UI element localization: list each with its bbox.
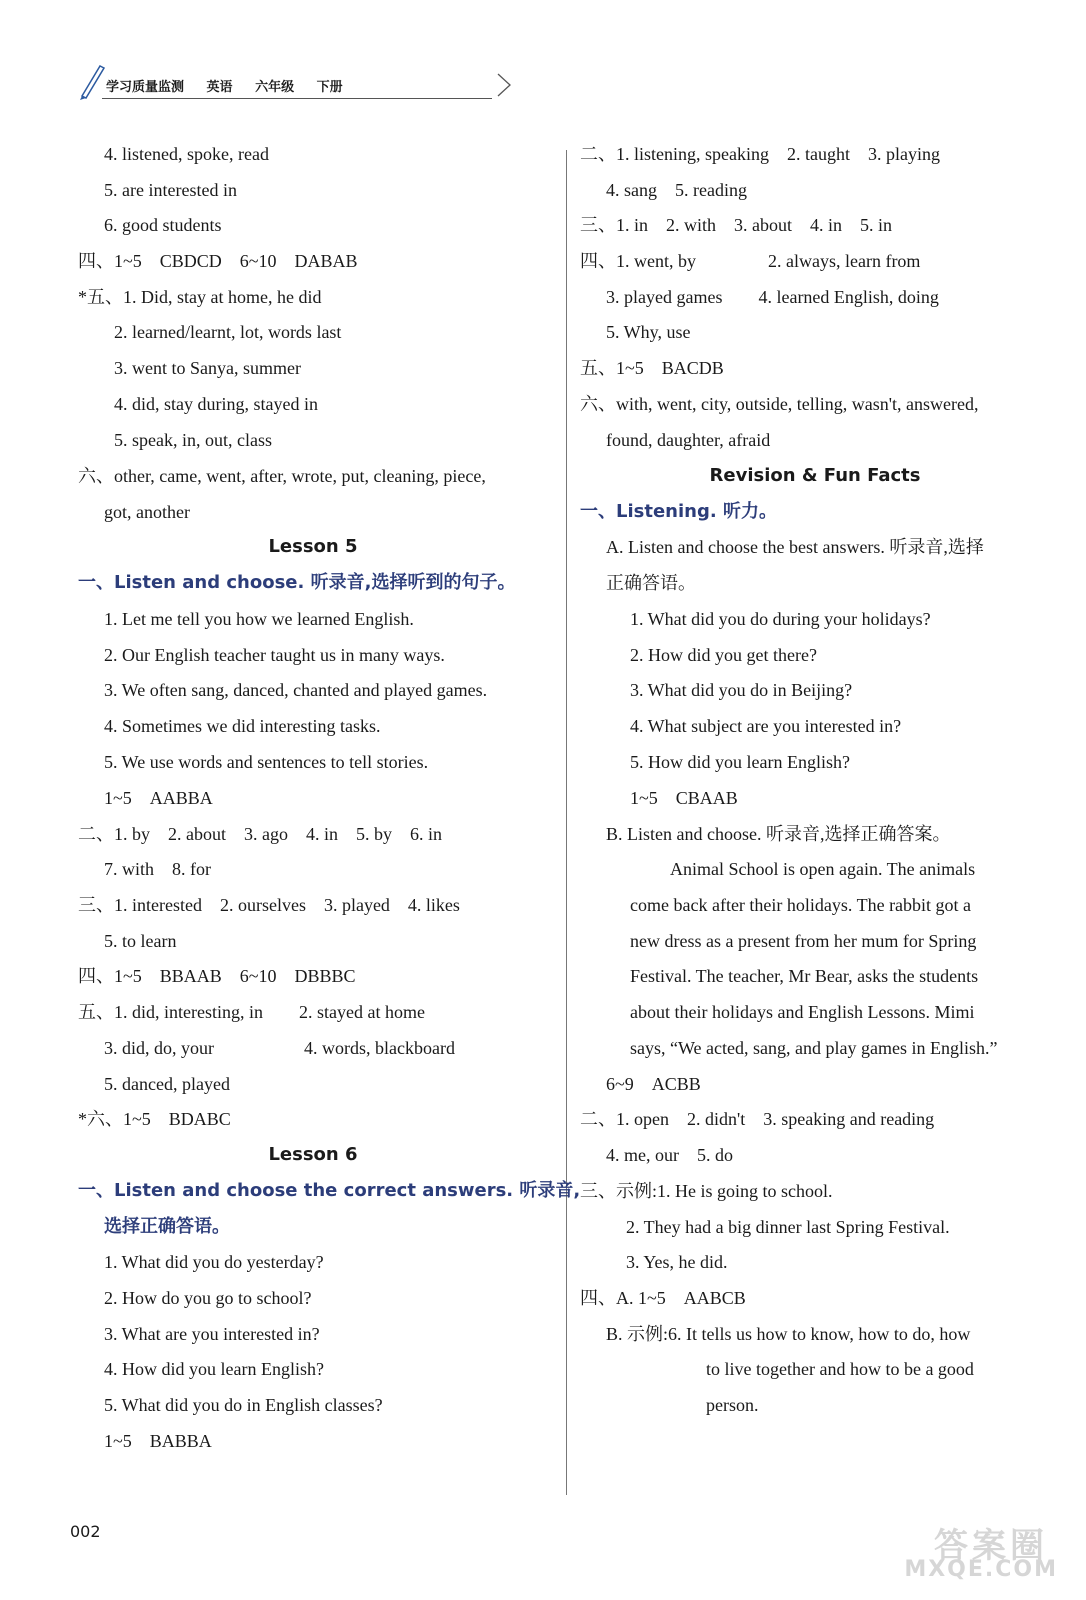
- header-series: 学习质量监测: [106, 80, 185, 95]
- answer-line: 四、1~5 CBDCD 6~10 DABAB: [78, 251, 358, 271]
- answer-line: 3. went to Sanya, summer: [114, 358, 301, 378]
- answer-line: *五、1. Did, stay at home, he did: [78, 287, 322, 307]
- answer-line: 5. What did you do in English classes?: [104, 1395, 383, 1415]
- passage-line: come back after their holidays. The rabbit got a: [630, 895, 972, 915]
- header-rule: [102, 98, 492, 99]
- answer-line: 四、1~5 BBAAB 6~10 DBBBC: [78, 966, 356, 986]
- answer-line: 4. listened, spoke, read: [104, 144, 269, 164]
- answer-line: 正确答语。: [606, 573, 696, 593]
- section-heading: 一、Listen and choose. 听录音,选择听到的句子。: [78, 572, 516, 593]
- header-volume: 下册: [316, 80, 343, 95]
- answer-line: 二、1. open 2. didn't 3. speaking and reading: [580, 1109, 935, 1129]
- answer-line: 6~9 ACBB: [606, 1074, 701, 1094]
- answer-line: B. 示例:6. It tells us how to know, how to do, how: [606, 1324, 971, 1344]
- section-title: Lesson 5: [268, 536, 358, 557]
- answer-line: 6. good students: [104, 215, 222, 235]
- answer-line: 4. Sometimes we did interesting tasks.: [104, 716, 381, 736]
- section-title: Lesson 6: [268, 1144, 358, 1165]
- answer-line: 4. How did you learn English?: [104, 1359, 324, 1379]
- answer-line: 3. What are you interested in?: [104, 1324, 320, 1344]
- answer-line: 2. They had a big dinner last Spring Festival.: [626, 1217, 950, 1237]
- answer-line: 4. did, stay during, stayed in: [114, 394, 318, 414]
- answer-line: 3. played games 4. learned English, doing: [606, 287, 939, 307]
- answer-line: 5. Why, use: [606, 322, 691, 342]
- answer-line: 1. Let me tell you how we learned English.: [104, 609, 414, 629]
- answer-line: 5. are interested in: [104, 180, 237, 200]
- answer-line: 4. What subject are you interested in?: [630, 716, 902, 736]
- answer-line: to live together and how to be a good: [706, 1359, 974, 1379]
- answer-line: 3. Yes, he did.: [626, 1252, 728, 1272]
- watermark-url: MXQE.COM: [904, 1557, 1058, 1582]
- answer-line: person.: [706, 1395, 759, 1415]
- pen-icon: [78, 62, 108, 100]
- answer-line: 1. What did you do yesterday?: [104, 1252, 324, 1272]
- answer-line: 1. What did you do during your holidays?: [630, 609, 931, 629]
- answer-line: 5. We use words and sentences to tell stories.: [104, 752, 429, 772]
- answer-line: 3. What did you do in Beijing?: [630, 680, 853, 700]
- answer-line: 5. speak, in, out, class: [114, 430, 272, 450]
- answer-line: 五、1~5 BACDB: [580, 358, 724, 378]
- answer-line: 三、1. in 2. with 3. about 4. in 5. in: [580, 215, 892, 235]
- answer-line: 1~5 BABBA: [104, 1431, 212, 1451]
- answer-line: 1~5 CBAAB: [630, 788, 738, 808]
- answer-line: 二、1. by 2. about 3. ago 4. in 5. by 6. in: [78, 824, 442, 844]
- header-subject: 英语: [206, 80, 233, 95]
- answer-line: 六、with, went, city, outside, telling, wasn't, answered,: [580, 394, 979, 414]
- answer-line: 5. to learn: [104, 931, 177, 951]
- passage-line: Animal School is open again. The animals: [670, 859, 976, 879]
- answer-line: 六、other, came, went, after, wrote, put, cleaning, piece,: [78, 466, 486, 486]
- answer-line: 二、1. listening, speaking 2. taught 3. playing: [580, 144, 940, 164]
- passage-line: about their holidays and English Lessons. Mimi: [630, 1002, 975, 1022]
- answer-line: 五、1. did, interesting, in 2. stayed at home: [78, 1002, 425, 1022]
- answer-line: 2. How do you go to school?: [104, 1288, 312, 1308]
- answer-line: 5. How did you learn English?: [630, 752, 850, 772]
- column-divider: [566, 150, 567, 1495]
- header-grade: 六年级: [255, 80, 295, 95]
- watermark-logo: [888, 1518, 1058, 1582]
- answer-line: *六、1~5 BDABC: [78, 1109, 231, 1129]
- header-title: [106, 76, 361, 95]
- passage-line: new dress as a present from her mum for Spring: [630, 931, 977, 951]
- answer-line: B. Listen and choose. 听录音,选择正确答案。: [606, 824, 951, 844]
- answer-line: 4. sang 5. reading: [606, 180, 747, 200]
- answer-line: 3. did, do, your 4. words, blackboard: [104, 1038, 455, 1058]
- passage-line: says, “We acted, sang, and play games in English.”: [630, 1038, 998, 1058]
- answer-line: 2. learned/learnt, lot, words last: [114, 322, 342, 342]
- page-number: 002: [70, 1522, 101, 1541]
- answer-line: 三、1. interested 2. ourselves 3. played 4. likes: [78, 895, 460, 915]
- answer-line: 四、1. went, by 2. always, learn from: [580, 251, 921, 271]
- chevron-right-icon: [496, 72, 512, 98]
- section-heading: 一、Listening. 听力。: [580, 501, 777, 522]
- answer-line: 2. How did you get there?: [630, 645, 817, 665]
- answer-line: 4. me, our 5. do: [606, 1145, 733, 1165]
- answer-line: found, daughter, afraid: [606, 430, 771, 450]
- section-heading: 一、Listen and choose the correct answers. 听录音,: [78, 1180, 581, 1201]
- answer-line: 四、A. 1~5 AABCB: [580, 1288, 746, 1308]
- answer-line: 2. Our English teacher taught us in many ways.: [104, 645, 445, 665]
- answer-line: 7. with 8. for: [104, 859, 211, 879]
- section-title: Revision & Fun Facts: [709, 465, 921, 486]
- answer-line: 1~5 AABBA: [104, 788, 213, 808]
- watermark-text: 答案圈: [934, 1526, 1048, 1566]
- answer-line: A. Listen and choose the best answers. 听录音,选择: [606, 537, 984, 557]
- section-heading: 选择正确答语。: [104, 1216, 230, 1237]
- answer-line: 3. We often sang, danced, chanted and played games.: [104, 680, 488, 700]
- page-header: [78, 62, 518, 102]
- answer-line: 三、示例:1. He is going to school.: [580, 1181, 833, 1201]
- answer-line: 5. danced, played: [104, 1074, 230, 1094]
- passage-line: Festival. The teacher, Mr Bear, asks the students: [630, 966, 979, 986]
- answer-line: got, another: [104, 502, 190, 522]
